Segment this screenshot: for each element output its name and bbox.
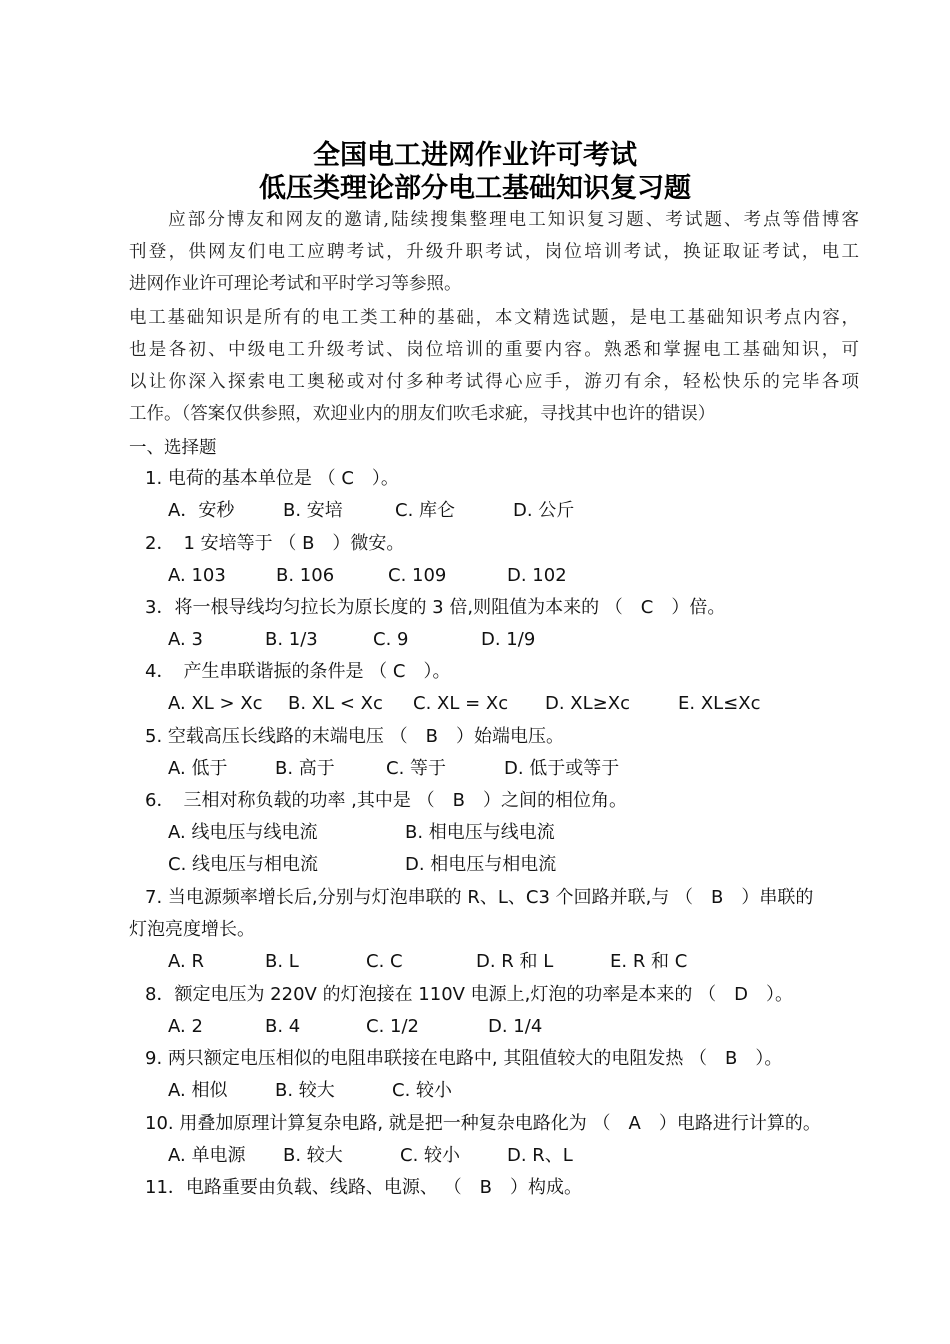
answer-option: C. 9	[373, 629, 409, 650]
answer-option: B. 相电压与线电流	[405, 822, 555, 843]
answer-option: C. 等于	[386, 758, 447, 779]
answer-option: C. 较小	[392, 1080, 453, 1101]
answer-option: C. 线电压与相电流	[168, 854, 319, 875]
answer-option: C. C	[366, 951, 403, 972]
answer-option: C. 库仑	[395, 500, 456, 521]
answer-option: B. 4	[265, 1016, 301, 1037]
answer-option: D. R 和 L	[476, 951, 554, 972]
question-text: 9. 两只额定电压相似的电阻串联接在电路中, 其阻值较大的电阻发热 （ B ）。	[145, 1048, 783, 1069]
answer-option: D. 1/4	[488, 1016, 543, 1037]
intro-paragraph-line: 应部分博友和网友的邀请,陆续搜集整理电工知识复习题、考试题、考点等借博客	[129, 210, 859, 230]
intro-paragraph-line: 进网作业许可理论考试和平时学习等参照。	[129, 274, 462, 294]
question-text: 2． 1 安培等于 （ B ）微安。	[145, 533, 405, 554]
answer-option: E. XL≤Xc	[678, 693, 761, 714]
answer-option: A．安秒	[168, 500, 235, 521]
document-title-line-1: 全国电工进网作业许可考试	[313, 140, 637, 171]
answer-option: D. 相电压与相电流	[405, 854, 557, 875]
answer-option: B. XL < Xc	[288, 693, 383, 714]
question-text: 1. 电荷的基本单位是 （ C ）。	[145, 468, 399, 489]
answer-option: A. R	[168, 951, 204, 972]
answer-option: D. 102	[507, 565, 567, 586]
question-text-continued: 灯泡亮度增长。	[129, 919, 255, 940]
intro-paragraph-line: 电工基础知识是所有的电工类工种的基础，本文精选试题，是电工基础知识考点内容，	[129, 308, 859, 328]
answer-option: A. XL > Xc	[168, 693, 263, 714]
answer-option: B. 106	[276, 565, 335, 586]
answer-option: C. 109	[388, 565, 447, 586]
answer-option: A. 单电源	[168, 1145, 246, 1166]
document-title-line-2: 低压类理论部分电工基础知识复习题	[259, 173, 691, 204]
intro-paragraph-line: 工作。（答案仅供参照，欢迎业内的朋友们吹毛求疵，寻找其中也许的错误）	[129, 404, 716, 424]
answer-option: A. 103	[168, 565, 226, 586]
question-text: 6． 三相对称负载的功率 ,其中是 （ B ）之间的相位角。	[145, 790, 627, 811]
answer-option: A. 线电压与线电流	[168, 822, 318, 843]
answer-option: B. 1/3	[265, 629, 318, 650]
section-heading: 一、选择题	[129, 438, 217, 458]
answer-option: C. 较小	[400, 1145, 461, 1166]
question-text: 10. 用叠加原理计算复杂电路, 就是把一种复杂电路化为 （ A ）电路进行计算的。	[145, 1113, 821, 1134]
answer-option: A. 2	[168, 1016, 203, 1037]
answer-option: A. 3	[168, 629, 203, 650]
answer-option: D. 低于或等于	[504, 758, 620, 779]
answer-option: A. 相似	[168, 1080, 228, 1101]
answer-option: C. 1/2	[366, 1016, 419, 1037]
answer-option: D. 公斤	[513, 500, 575, 521]
answer-option: B. 高于	[275, 758, 335, 779]
answer-option: B. 较大	[283, 1145, 343, 1166]
intro-paragraph-line: 刊登，供网友们电工应聘考试，升级升职考试，岗位培训考试，换证取证考试，电工	[129, 242, 859, 262]
answer-option: E. R 和 C	[610, 951, 688, 972]
intro-paragraph-line: 以让你深入探索电工奥秘或对付多种考试得心应手，游刃有余，轻松快乐的完毕各项	[129, 372, 859, 392]
answer-option: D. R、L	[507, 1145, 573, 1166]
answer-option: B. 较大	[275, 1080, 335, 1101]
answer-option: C. XL = Xc	[413, 693, 509, 714]
intro-paragraph-line: 也是各初、中级电工升级考试、岗位培训的重要内容。熟悉和掌握电工基础知识，可	[129, 340, 859, 360]
question-text: 7. 当电源频率增长后,分别与灯泡串联的 R、L、C3 个回路并联,与 （ B ）串联的	[145, 887, 814, 908]
question-text: 4． 产生串联谐振的条件是 （ C ）。	[145, 661, 451, 682]
question-text: 11．电路重要由负载、线路、电源、 （ B ）构成。	[145, 1177, 582, 1198]
answer-option: D. 1/9	[481, 629, 536, 650]
question-text: 8．额定电压为 220V 的灯泡接在 110V 电源上,灯泡的功率是本来的 （ D ）。	[145, 984, 793, 1005]
answer-option: A. 低于	[168, 758, 228, 779]
answer-option: D. XL≥Xc	[545, 693, 630, 714]
question-text: 5. 空载高压长线路的末端电压 （ B ）始端电压。	[145, 726, 564, 747]
answer-option: B. 安培	[283, 500, 343, 521]
answer-option: B. L	[265, 951, 299, 972]
question-text: 3．将一根导线均匀拉长为原长度的 3 倍,则阻值为本来的 （ C ）倍。	[145, 597, 726, 618]
